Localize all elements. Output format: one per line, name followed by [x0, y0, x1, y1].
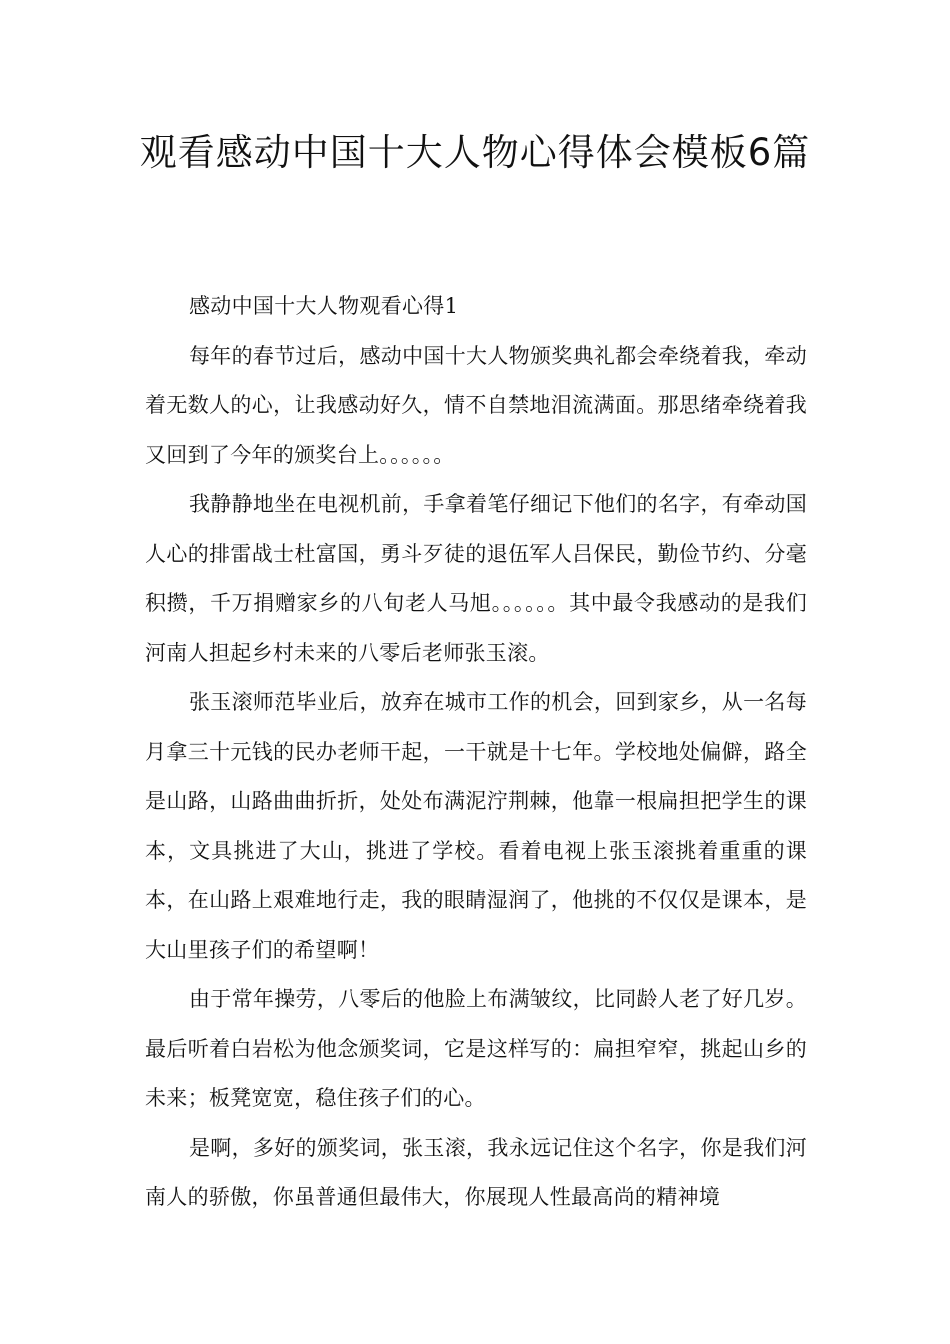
document-title: 观看感动中国十大人物心得体会模板6篇 — [139, 131, 811, 174]
body-paragraph: 每年的春节过后，感动中国十大人物颁奖典礼都会牵绕着我，牵动着无数人的心，让我感动好久，情不自禁地泪流满面。那思绪牵绕着我又回到了今年的颁奖台上。。。。。。 — [145, 343, 807, 467]
body-paragraph: 我静静地坐在电视机前，手拿着笔仔细记下他们的名字，有牵动国人心的排雷战士杜富国，勇斗歹徒的退伍军人吕保民，勤俭节约、分毫积攒，千万捐赠家乡的八旬老人马旭。。。。。。其中最令我感动的是我们河南人担起乡村未来的八零后老师张玉滚。 — [145, 492, 807, 665]
body-paragraph: 是啊，多好的颁奖词，张玉滚，我永远记住这个名字，你是我们河南人的骄傲，你虽普通但最伟大，你展现人性最高尚的精神境 — [145, 1135, 807, 1209]
document-body — [145, 282, 807, 1223]
body-paragraph: 由于常年操劳，八零后的他脸上布满皱纹，比同龄人老了好几岁。最后听着白岩松为他念颁奖词，它是这样写的：扁担窄窄，挑起山乡的未来；板凳宽宽，稳住孩子们的心。 — [145, 987, 807, 1110]
body-paragraph: 张玉滚师范毕业后，放弃在城市工作的机会，回到家乡，从一名每月拿三十元钱的民办老师干起，一干就是十七年。学校地处偏僻，路全是山路，山路曲曲折折，处处布满泥泞荆棘，他靠一根扁担把学生的课本，文具挑进了大山，挑进了学校。看着电视上张玉滚挑着重重的课本，在山路上艰难地行走，我的眼睛湿润了，他挑的不仅仅是课本，是大山里孩子们的希望啊！ — [145, 690, 807, 962]
section-heading: 感动中国十大人物观看心得1 — [189, 294, 459, 318]
